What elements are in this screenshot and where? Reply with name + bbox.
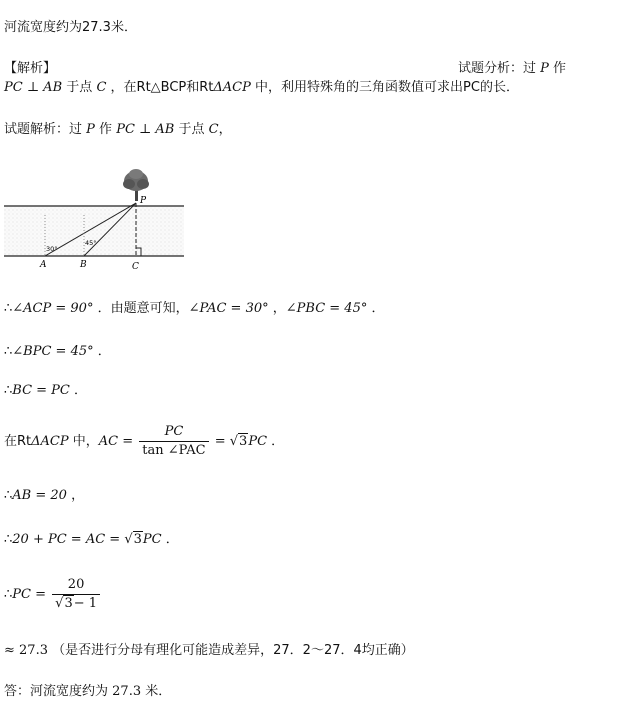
step-7-numerator: 20 bbox=[52, 576, 100, 595]
river-figure bbox=[4, 165, 186, 273]
analysis-label: 试题分析：过 bbox=[458, 61, 537, 76]
step-4-triangle: ΔACP bbox=[31, 434, 69, 449]
top-answer-line bbox=[4, 19, 137, 37]
step-5 bbox=[4, 487, 84, 505]
label-a: A bbox=[40, 260, 47, 270]
step-2-math: ∠BPC = 45° bbox=[12, 344, 94, 359]
step-4 bbox=[4, 423, 284, 460]
analysis-line-2 bbox=[4, 79, 519, 97]
label-p: P bbox=[140, 196, 147, 206]
step-4-radicand: 3 bbox=[239, 434, 248, 449]
answer-line bbox=[4, 683, 171, 701]
solution-point-p: P bbox=[86, 122, 95, 137]
step-7-denominator bbox=[52, 595, 100, 613]
step-2 bbox=[4, 343, 111, 361]
solution-yu-dian: 于点 bbox=[178, 122, 205, 137]
step-6-pc: PC bbox=[142, 532, 162, 547]
step-6-math: 20 + PC = AC = bbox=[12, 532, 121, 547]
step-7-math: PC = bbox=[12, 587, 46, 602]
angle-b-label: 45° bbox=[85, 239, 97, 247]
solution-zuo: 作 bbox=[99, 122, 113, 137]
step-6 bbox=[4, 531, 179, 549]
step-7-fraction bbox=[52, 576, 100, 613]
step-4-denominator: tan ∠PAC bbox=[142, 443, 206, 458]
step-2-end: ． bbox=[97, 344, 111, 359]
analysis-tag: 【解析】 bbox=[4, 61, 57, 76]
sqrt-icon: √3 bbox=[55, 596, 73, 611]
step-4-ac: AC = bbox=[98, 434, 134, 449]
answer-number: 27.3 bbox=[112, 684, 142, 699]
step-5-end: ， bbox=[71, 488, 85, 503]
step-7-minus: − 1 bbox=[73, 596, 98, 611]
answer-text: 答：河流宽度约为 bbox=[4, 684, 109, 699]
step-1-math-3: ∠PBC = 45° bbox=[285, 301, 368, 316]
therefore-icon: ∴ bbox=[4, 587, 13, 602]
zuo-text: 作 bbox=[553, 61, 567, 76]
approx-value: ≈ 27.3 bbox=[4, 643, 48, 658]
point-p: P bbox=[540, 61, 549, 76]
step-3-math: BC = PC bbox=[12, 383, 70, 398]
step-4-zhong: 中， bbox=[72, 434, 99, 449]
step-1-comma: ， bbox=[272, 301, 286, 316]
solution-label: 试题解析：过 bbox=[4, 122, 83, 137]
step-7-radicand: 3 bbox=[64, 596, 73, 611]
step-3-end: ． bbox=[74, 383, 88, 398]
top-answer-text: 河流宽度约为27.3米． bbox=[4, 20, 137, 35]
therefore-icon: ∴ bbox=[4, 344, 13, 359]
step-4-prefix: 在Rt bbox=[4, 434, 32, 449]
solution-pc-perp-ab: PC ⊥ AB bbox=[116, 122, 175, 137]
solution-comma: ， bbox=[218, 122, 232, 137]
solution-point-c: C bbox=[208, 122, 219, 137]
step-4-pc: PC bbox=[248, 434, 268, 449]
analysis-end: 中，利用特殊角的三角函数值可求出PC的长． bbox=[255, 80, 519, 95]
answer-unit: 米． bbox=[145, 684, 172, 699]
step-1 bbox=[4, 300, 385, 318]
step-5-math: AB = 20 bbox=[12, 488, 67, 503]
step-1-end: ． bbox=[371, 301, 385, 316]
triangle-acp: ΔACP bbox=[213, 80, 251, 95]
step-3 bbox=[4, 382, 87, 400]
yu-dian-text: 于点 bbox=[66, 80, 93, 95]
approx-note: （是否进行分母有理化可能造成差异，27．2～27．4均正确） bbox=[52, 643, 414, 658]
step-4-equals: = bbox=[214, 434, 226, 449]
point-c: C bbox=[96, 80, 107, 95]
step-6-radicand: 3 bbox=[133, 532, 142, 547]
angle-a-label: 30° bbox=[46, 245, 58, 253]
analysis-header-line bbox=[4, 60, 56, 78]
step-4-end: ． bbox=[271, 434, 285, 449]
pc-perp-ab: PC ⊥ AB bbox=[4, 80, 63, 95]
step-6-end: ． bbox=[165, 532, 179, 547]
step-1-math-2: ∠PAC = 30° bbox=[188, 301, 269, 316]
therefore-icon: ∴ bbox=[4, 383, 13, 398]
therefore-icon: ∴ bbox=[4, 532, 13, 547]
step-4-fraction bbox=[139, 423, 208, 460]
step-1-math: ∠ACP = 90° bbox=[12, 301, 94, 316]
therefore-icon: ∴ bbox=[4, 488, 13, 503]
step-7 bbox=[4, 576, 102, 613]
analysis-intro bbox=[458, 60, 566, 78]
analysis-rest: ，在Rt△BCP和Rt bbox=[110, 80, 214, 95]
sqrt-icon: √3 bbox=[124, 532, 142, 547]
solution-header-line bbox=[4, 121, 232, 139]
therefore-icon: ∴ bbox=[4, 301, 13, 316]
sqrt-icon: √3 bbox=[229, 434, 248, 449]
river-water bbox=[4, 206, 184, 256]
step-4-numerator: PC bbox=[139, 423, 208, 442]
approx-line bbox=[4, 642, 414, 660]
step-1-text: ．由题意可知， bbox=[97, 301, 189, 316]
label-b: B bbox=[80, 260, 87, 270]
label-c: C bbox=[132, 262, 139, 272]
